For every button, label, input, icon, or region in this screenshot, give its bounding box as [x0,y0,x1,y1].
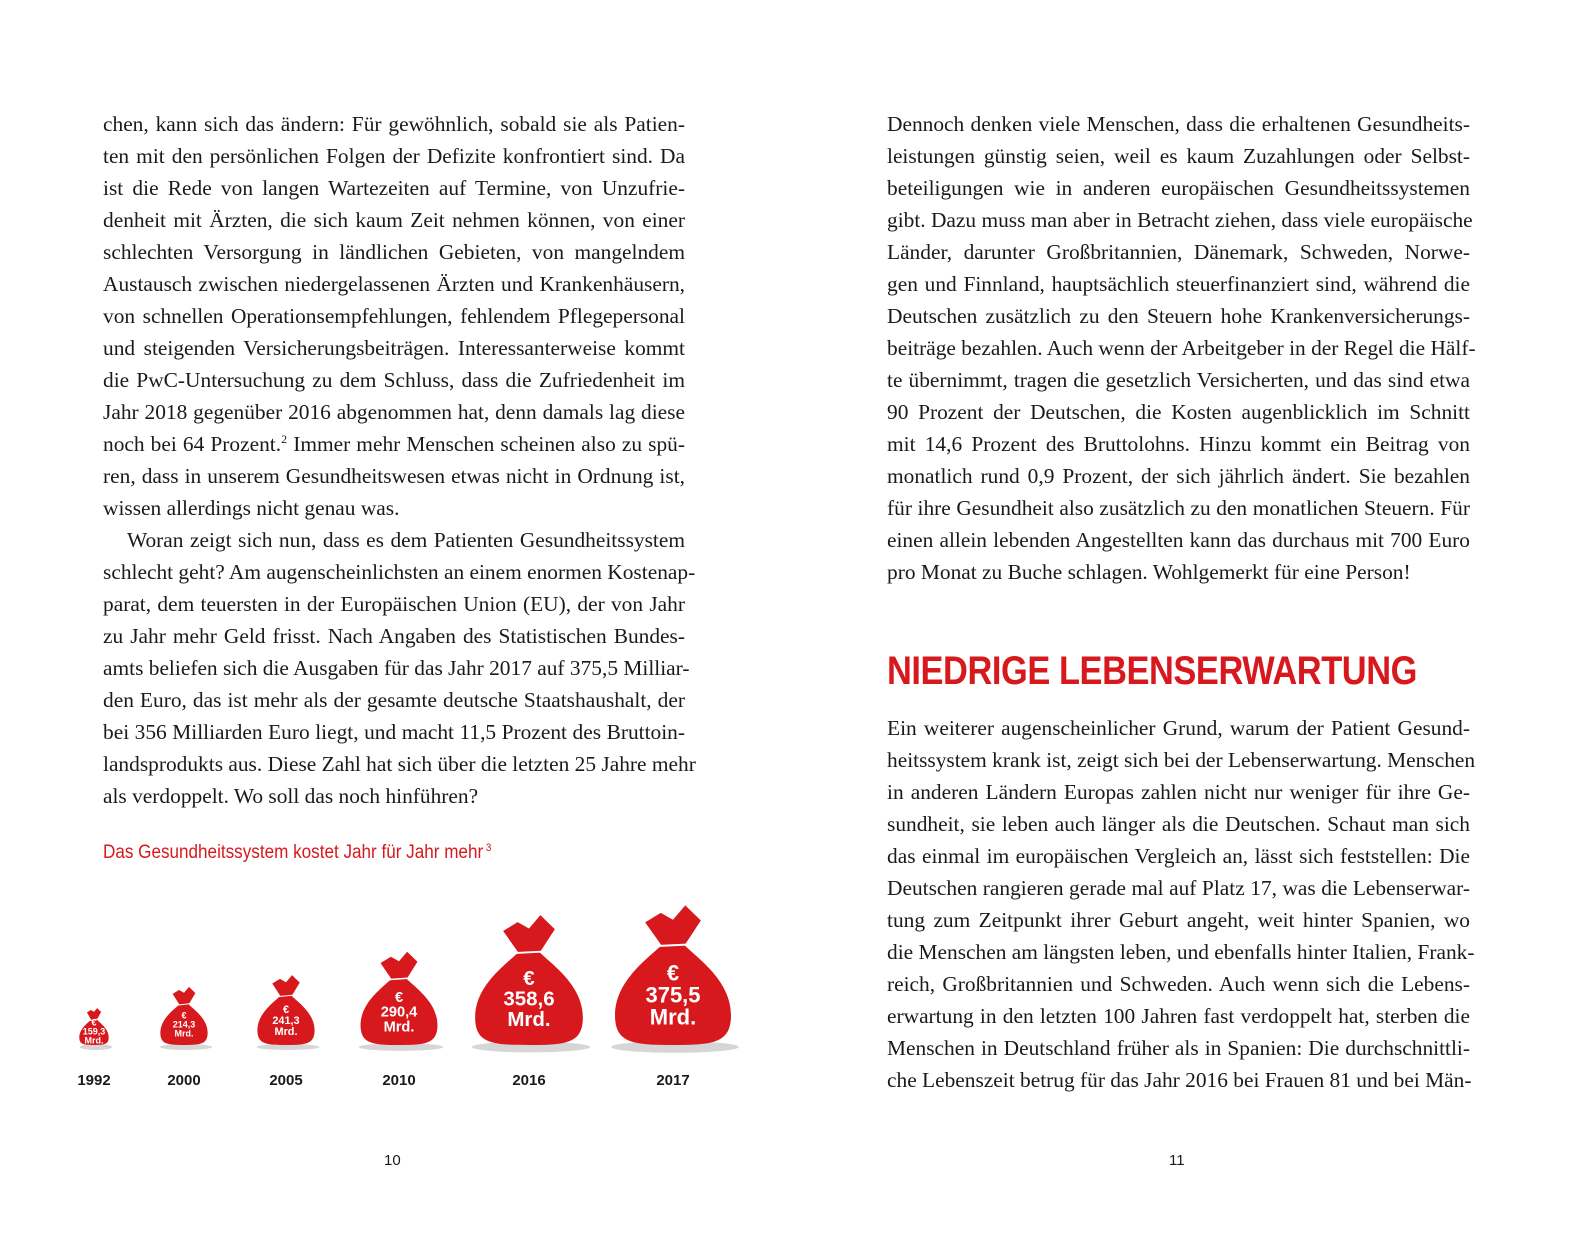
text-fragment: Immer mehr Menschen scheinen also zu spü- [287,432,685,456]
text-line: tung zum Zeitpunkt ihrer Geburt angeht, weit hinter Spanien, wo [887,908,1470,932]
year-label: 2000 [167,1072,201,1089]
year-label: 2005 [269,1072,303,1089]
text-line: parat, dem teuersten in der Europäischen Union (EU), der von Jahr [103,592,685,616]
bag-value-label: 290,4 [380,1004,418,1021]
bag-knot [645,905,701,945]
text-line: schlechten Versorgung in ländlichen Gebieten, von mangelndem [103,240,685,264]
text-line: und steigenden Versicherungsbeiträgen. Interessanterweise kommt [103,336,685,360]
year-label: 1992 [77,1072,111,1089]
money-bag-2017 [611,905,739,1089]
bag-unit-label: Mrd. [174,1028,194,1039]
bag-knot [381,952,418,979]
bag-value-label: 159,3 [82,1026,106,1037]
money-bag-chart [0,880,797,1100]
page-number: 11 [1169,1152,1185,1169]
text-line: beteiligungen wie in anderen europäischen Gesundheitssystemen [887,176,1470,200]
chart-title [103,842,491,864]
footnote-marker: 2 [281,432,288,446]
text-line: in anderen Ländern Europas zahlen nicht nur weniger für ihre Ge- [887,780,1470,804]
text-line: Dennoch denken viele Menschen, dass die erhaltenen Gesundheits- [887,112,1470,136]
text-line: die Menschen am längsten leben, und ebenfalls hinter Italien, Frank- [887,940,1475,964]
currency-symbol: € [666,960,680,986]
currency-symbol: € [394,990,404,1007]
text-line: 90 Prozent der Deutschen, die Kosten augenblicklich im Schnitt [887,400,1470,424]
text-line: Austausch zwischen niedergelassenen Ärzten und Krankenhäusern, [103,272,685,296]
text-line: te übernimmt, tragen die gesetzlich Versicherten, und das sind etwa [887,368,1470,392]
left-body-text [103,108,696,812]
text-line: erwartung in den letzten 100 Jahren fast verdoppelt hat, sterben die [887,1004,1470,1028]
bag-value-label: 358,6 [503,987,555,1011]
right-page [797,0,1594,1240]
text-line: pro Monat zu Buche schlagen. Wohlgemerkt für eine Person! [887,560,1411,584]
text-line: amts beliefen sich die Ausgaben für das Jahr 2017 auf 375,5 Milliar- [103,656,690,680]
text-line-with-footnote [103,428,685,460]
text-line: Deutschen zusätzlich zu den Steuern hohe Krankenversicherungs- [887,304,1470,328]
text-line: denheit mit Ärzten, die sich kaum Zeit nehmen können, von einer [103,208,685,232]
year-label: 2016 [512,1072,546,1089]
text-line: leistungen günstig seien, weil es kaum Zuzahlungen oder Selbst- [887,144,1470,168]
bag-tie [510,951,549,953]
text-line: beiträge bezahlen. Auch wenn der Arbeitgeber in der Regel die Hälf- [887,336,1476,360]
year-label: 2010 [382,1072,416,1089]
page-number: 10 [384,1152,401,1169]
text-line: gibt. Dazu muss man aber in Betracht ziehen, dass viele europäische [887,208,1473,232]
bag-value-label: 241,3 [272,1014,300,1027]
chart-title-text: Das Gesundheitssystem kostet Jahr für Jahr mehr [103,842,484,863]
text-line: landsprodukts aus. Diese Zahl hat sich über die letzten 25 Jahre mehr [103,752,696,776]
text-line: heitssystem krank ist, zeigt sich bei der Lebenserwartung. Menschen [887,748,1476,772]
money-bag-2000 [160,987,212,1089]
text-line: che Lebenszeit betrug für das Jahr 2016 bei Frauen 81 und bei Män- [887,1068,1472,1092]
text-line: monatlich rund 0,9 Prozent, der sich jährlich ändert. Sie bezahlen [887,464,1470,488]
money-bag-2016 [472,915,591,1089]
text-line: einen allein lebenden Angestellten kann das durchaus mit 700 Euro [887,528,1470,552]
text-line: den Euro, das ist mehr als der gesamte deutsche Staatshaushalt, der [103,688,685,712]
text-line: Menschen in Deutschland früher als in Spanien: Die durchschnittli- [887,1036,1470,1060]
bag-value-label: 375,5 [645,982,701,1008]
text-line: für ihre Gesundheit also zusätzlich zu den monatlichen Steuern. Für [887,496,1470,520]
section-heading: NIEDRIGE LEBENSERWARTUNG [887,649,1417,693]
text-line: Woran zeigt sich nun, dass es dem Patienten Gesundheitssystem [127,528,685,552]
text-line: sundheit, sie leben auch länger als die Deutschen. Schaut man sich [887,812,1470,836]
right-body-text-bottom [887,712,1476,1096]
money-bag-1992 [77,1008,112,1089]
bag-unit-label: Mrd. [84,1035,104,1046]
bag-unit-label: Mrd. [507,1007,551,1031]
currency-symbol: € [523,966,535,990]
text-line: schlecht geht? Am augenscheinlichsten an einem enormen Kostenap- [103,560,696,584]
text-line: bei 356 Milliarden Euro liegt, und macht 11,5 Prozent des Bruttoin- [103,720,685,744]
bag-unit-label: Mrd. [274,1025,298,1038]
right-body-text-top [887,108,1476,588]
text-line: reich, Großbritannien und Schweden. Auch wenn sich die Lebens- [887,972,1470,996]
bag-knot [503,915,555,952]
text-line: chen, kann sich das ändern: Für gewöhnlich, sobald sie als Patien- [103,112,685,136]
bag-unit-label: Mrd. [649,1004,697,1030]
text-line: ist die Rede von langen Wartezeiten auf Termine, von Unzufrie- [103,176,685,200]
bag-unit-label: Mrd. [383,1019,415,1036]
text-line: ten mit den persönlichen Folgen der Defizite konfrontiert sind. Da [103,144,685,168]
text-line: zu Jahr mehr Geld frisst. Nach Angaben des Statistischen Bundes- [103,624,685,648]
text-line: als verdoppelt. Wo soll das noch hinführen? [103,784,479,808]
text-fragment: noch bei 64 Prozent. [103,432,282,456]
bag-tie [652,944,694,946]
text-line: Ein weiterer augenscheinlicher Grund, warum der Patient Gesund- [887,716,1470,740]
text-line: mit 14,6 Prozent des Bruttolohns. Hinzu kommt ein Beitrag von [887,432,1470,456]
text-line: Jahr 2018 gegenüber 2016 abgenommen hat, denn damals lag diese [103,400,685,424]
text-line: wissen allerdings nicht genau was. [103,496,400,520]
text-line: ren, dass in unserem Gesundheitswesen etwas nicht in Ordnung ist, [103,464,685,488]
currency-symbol: € [282,1004,290,1017]
money-bag-2005 [257,975,320,1089]
text-line: gen und Finnland, hauptsächlich steuerfinanziert sind, während die [887,272,1470,296]
text-line: von schnellen Operationsempfehlungen, fehlendem Pflegepersonal [103,304,685,328]
text-line: das einmal im europäischen Vergleich an, lässt sich feststellen: Die [887,844,1470,868]
currency-symbol: € [91,1017,97,1028]
money-bag-2010 [359,952,444,1089]
currency-symbol: € [181,1010,187,1021]
text-line: die PwC-Untersuchung zu dem Schluss, dass die Zufriedenheit im [103,368,685,392]
bag-value-label: 214,3 [172,1019,196,1030]
year-label: 2017 [656,1072,690,1089]
bag-knot [173,987,196,1004]
footnote-marker: 3 [485,842,492,854]
text-line: Länder, darunter Großbritannien, Dänemark, Schweden, Norwe- [887,240,1470,264]
text-line: Deutschen rangieren gerade mal auf Platz 17, was die Lebenserwar- [887,876,1470,900]
bag-knot [272,975,299,996]
